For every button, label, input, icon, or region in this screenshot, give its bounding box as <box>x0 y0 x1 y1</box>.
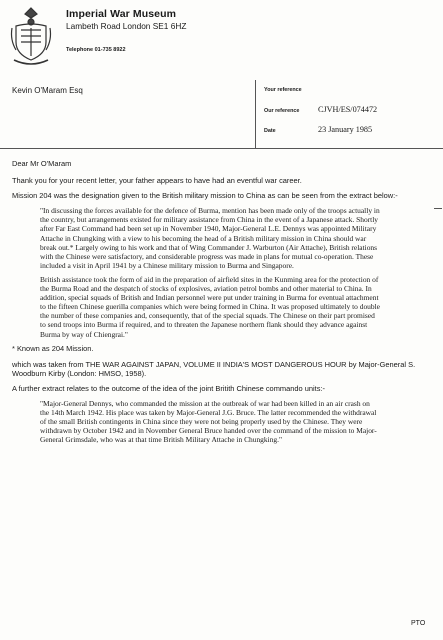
salutation: Dear Mr O'Maram <box>12 159 72 168</box>
org-address: Lambeth Road London SE1 6HZ <box>66 21 187 31</box>
your-reference-label: Your reference <box>264 87 302 93</box>
org-header <box>66 8 186 53</box>
margin-mark <box>434 208 442 209</box>
extract-quote-2 <box>40 399 380 444</box>
footnote: * Known as 204 Mission. <box>12 343 94 353</box>
our-reference-value: CJVH/ES/074472 <box>318 105 378 114</box>
extract-paragraph-2: British assistance took the form of aid in the preparation of airfield sites in the Kunming area for the protection of the Burma Road and the despatch of stocks of explosives, aviation petrol bombs and other material to China. In addition, special squads of British and Indian personnel were put under training in Burma for eventual attachment to the fifteen Chinese guerilla companies which were being formed in China. It was proposed ultimately to double the number of these companies and, consequently, that of the special squads. The Chinese on their part promised to send troops into Burma if required, and to threaten the Japanese northern flank should they advance against Burma by way of Chiengrai." <box>40 274 380 339</box>
header-divider-vertical <box>255 80 256 148</box>
pto-marker: PTO <box>411 620 426 627</box>
extract-quote-1 <box>40 206 380 338</box>
extract-paragraph-1: "In discussing the forces available for the defence of Burma, mention has been made only of the troops actually in the country, but arrangements existed for military assistance from China in the event of a Japanese attack. Shortly after Far East Command had been set up in November 1940, Major-General L.E. Dennys was appointed Military Attache in Chungking with a view to his becoming the head of a British military mission in China should war break out.* Largely owing to his work and that of Wing Commander J. Warburton (Air Attache), British relations with the Chinese were satisfactory, and considerable progress was made in plans for mutual co-operation. These included a visit in April 1941 by a Chinese military mission to Burma and Singapore. <box>40 206 380 270</box>
org-name: Imperial War Museum <box>66 8 177 20</box>
extract-paragraph-3: "Major-General Dennys, who commanded the mission at the outbreak of war had been killed in an air crash on the 14th March 1942. His place was taken by Major-General J.G. Bruce. The latter recommended the withdrawal of the small British contingents in China since they were not being properly used by the Chinese. They were withdrawn by October 1942 and in November General Bruce handed over the command of the mission to Major-General Grimsdale, who was at that time British Military Attache in Chungking." <box>40 398 377 445</box>
museum-crest-logo <box>8 6 54 66</box>
paragraph-intro: Thank you for your recent letter, your father appears to have had an eventful war career. <box>12 176 302 186</box>
org-telephone: Telephone 01-735 8922 <box>66 47 126 53</box>
date-value: 23 January 1985 <box>318 125 373 134</box>
paragraph-further: A further extract relates to the outcome of the idea of the joint Britith Chinese commando units:- <box>12 383 325 393</box>
recipient-name: Kevin O'Maram Esq <box>12 86 83 95</box>
header-divider-horizontal <box>0 148 443 149</box>
date-label: Date <box>264 128 276 134</box>
paragraph-mission: Mission 204 was the designation given to the British military mission to China as can be seen from the extract below:- <box>12 191 398 201</box>
paragraph-source: which was taken from THE WAR AGAINST JAPAN, VOLUME II INDIA'S MOST DANGEROUS HOUR by Major-General S. Woodburn Kirby (London: HMSO, 1958). <box>12 359 416 378</box>
letter-body <box>12 159 430 449</box>
our-reference-label: Our reference <box>264 108 300 114</box>
